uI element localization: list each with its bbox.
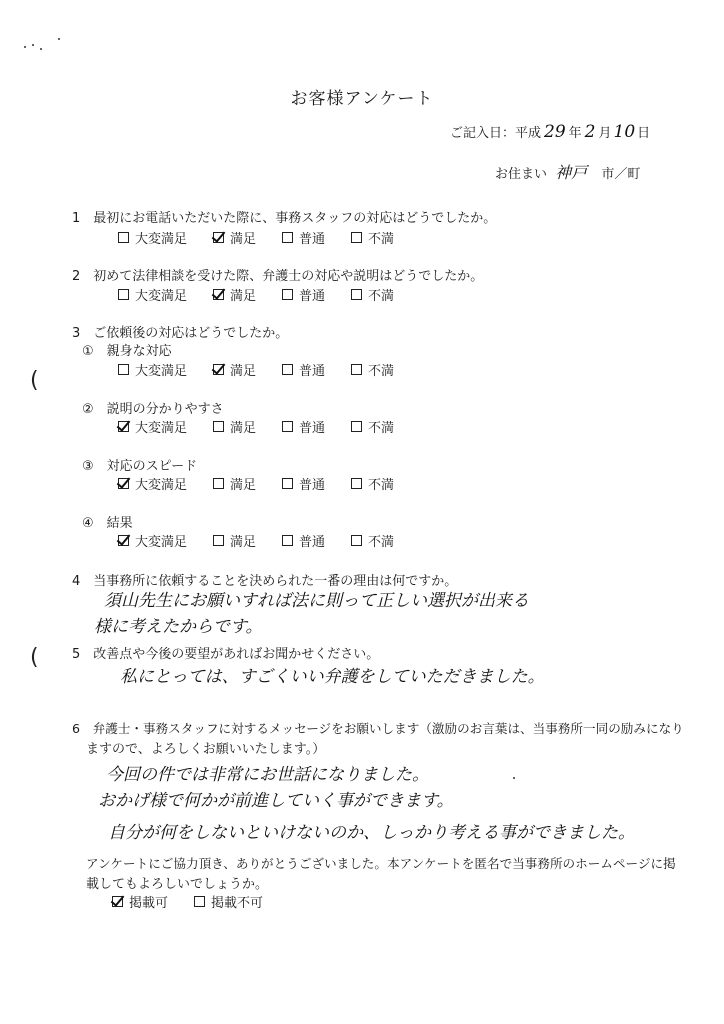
consent-options <box>112 892 289 911</box>
rating-option[interactable] <box>213 417 256 436</box>
rating-option-label: 普通 <box>299 364 326 379</box>
q3-sub-1-options <box>118 360 420 379</box>
checkbox-icon[interactable] <box>213 289 224 300</box>
address-label: お住まい <box>495 167 548 182</box>
rating-option[interactable] <box>118 531 187 550</box>
question-3: 3 ご依頼後の対応はどうでしたか。 <box>72 326 289 341</box>
checkbox-icon[interactable] <box>213 364 224 375</box>
checkbox-icon[interactable] <box>351 421 362 432</box>
checkbox-icon[interactable] <box>112 896 123 907</box>
q2-options <box>118 285 420 304</box>
address-suffix: 市／町 <box>601 167 641 182</box>
scan-speck <box>58 38 60 40</box>
rating-option[interactable] <box>118 360 187 379</box>
scan-speck <box>40 48 42 50</box>
rating-option[interactable] <box>213 474 256 493</box>
q3-sub-4-label: ④ 結果 <box>82 516 133 531</box>
checkbox-icon[interactable] <box>194 896 205 907</box>
question-2: 2 初めて法律相談を受けた際、弁護士の対応や説明はどうでしたか。 <box>72 269 484 284</box>
q3-sub-2-label: ② 説明の分かりやすさ <box>82 402 224 417</box>
question-4: 4 当事務所に依頼することを決められた一番の理由は何ですか。 <box>72 574 458 589</box>
consent-text-line-1: アンケートにご協力頂き、ありがとうございました。本アンケートを匿名で当事務所のホームページに掲 <box>86 856 676 871</box>
q5-answer: 私にとっては、すごくいい弁護をしていただきました。 <box>120 667 545 687</box>
q4-answer-line-2: 様に考えたからです。 <box>94 617 263 637</box>
checkbox-icon[interactable] <box>351 232 362 243</box>
checkbox-icon[interactable] <box>118 535 129 546</box>
rating-option-label: 満足 <box>230 364 257 379</box>
consent-option-label: 掲載可 <box>129 896 169 911</box>
rating-option-label: 不満 <box>368 289 395 304</box>
rating-option[interactable] <box>118 474 187 493</box>
rating-option[interactable] <box>213 228 256 247</box>
date-year: 29 <box>544 122 566 142</box>
rating-option-label: 不満 <box>368 364 395 379</box>
q3-sub-3-label: ③ 対応のスピード <box>82 459 198 474</box>
checkbox-icon[interactable] <box>118 232 129 243</box>
checkbox-icon[interactable] <box>282 535 293 546</box>
date-month-unit: 月 <box>598 126 612 141</box>
rating-option[interactable] <box>282 285 325 304</box>
rating-option[interactable] <box>118 285 187 304</box>
rating-option[interactable] <box>282 228 325 247</box>
address-row <box>495 160 640 183</box>
rating-option-label: 満足 <box>230 421 257 436</box>
rating-option-label: 大変満足 <box>135 289 188 304</box>
checkbox-icon[interactable] <box>213 478 224 489</box>
rating-option-label: 不満 <box>368 421 395 436</box>
rating-option-label: 普通 <box>299 232 326 247</box>
rating-option[interactable] <box>282 360 325 379</box>
checkbox-icon[interactable] <box>282 289 293 300</box>
scan-speck <box>24 46 26 48</box>
checkbox-icon[interactable] <box>118 364 129 375</box>
checkbox-icon[interactable] <box>351 535 362 546</box>
q6-answer-line-1: 今回の件では非常にお世話になりました。 <box>106 765 429 785</box>
checkbox-icon[interactable] <box>213 421 224 432</box>
rating-option-label: 大変満足 <box>135 535 188 550</box>
rating-option[interactable] <box>351 417 394 436</box>
rating-option-label: 大変満足 <box>135 364 188 379</box>
question-6-line-1: 6 弁護士・事務スタッフに対するメッセージをお願いします（激励のお言葉は、当事務所一同の励みになり <box>72 721 684 736</box>
checkbox-icon[interactable] <box>351 478 362 489</box>
q1-options <box>118 228 420 247</box>
rating-option[interactable] <box>351 474 394 493</box>
question-1: 1 最初にお電話いただいた際に、事務スタッフの対応はどうでしたか。 <box>72 211 497 226</box>
date-month: 2 <box>584 122 596 142</box>
rating-option[interactable] <box>118 417 187 436</box>
rating-option[interactable] <box>351 228 394 247</box>
rating-option-label: 不満 <box>368 535 395 550</box>
checkbox-icon[interactable] <box>282 364 293 375</box>
consent-text-line-2: 載してもよろしいでしょうか。 <box>86 877 269 892</box>
rating-option[interactable] <box>213 285 256 304</box>
rating-option-label: 不満 <box>368 232 395 247</box>
checkbox-icon[interactable] <box>282 232 293 243</box>
rating-option-label: 大変満足 <box>135 421 188 436</box>
checkbox-icon[interactable] <box>351 289 362 300</box>
q4-answer-line-1: 須山先生にお願いすれば法に則って正しい選択が出来る <box>104 591 529 611</box>
q3-sub-4-options <box>118 531 420 550</box>
date-day: 10 <box>613 122 636 142</box>
q3-sub-2-options <box>118 417 420 436</box>
consent-option-label: 掲載不可 <box>211 896 264 911</box>
checkbox-icon[interactable] <box>282 478 293 489</box>
rating-option-label: 満足 <box>230 478 257 493</box>
rating-option[interactable] <box>118 228 187 247</box>
rating-option-label: 普通 <box>299 535 326 550</box>
rating-option[interactable] <box>351 531 394 550</box>
rating-option[interactable] <box>282 417 325 436</box>
rating-option[interactable] <box>282 474 325 493</box>
question-6-line-2: ますので、よろしくお願いいたします。） <box>86 742 326 757</box>
date-label: ご記入日：平成 <box>450 126 542 141</box>
date-day-unit: 日 <box>637 126 651 141</box>
checkbox-icon[interactable] <box>118 478 129 489</box>
checkbox-icon[interactable] <box>351 364 362 375</box>
q3-sub-3-options <box>118 474 420 493</box>
question-5: 5 改善点や今後の要望があればお聞かせください。 <box>72 647 380 662</box>
rating-option-label: 満足 <box>230 535 257 550</box>
checkbox-icon[interactable] <box>213 232 224 243</box>
rating-option[interactable] <box>213 531 256 550</box>
checkbox-icon[interactable] <box>213 535 224 546</box>
punch-hole-mark: ( <box>30 368 39 393</box>
consent-option-allow[interactable] <box>112 892 168 911</box>
rating-option[interactable] <box>351 285 394 304</box>
date-year-unit: 年 <box>568 126 582 141</box>
checkbox-icon[interactable] <box>118 421 129 432</box>
rating-option-label: 満足 <box>230 289 257 304</box>
rating-option-label: 普通 <box>299 478 326 493</box>
q6-answer-line-3: 自分が何をしないといけないのか、しっかり考える事ができました。 <box>108 823 635 843</box>
consent-option-deny[interactable] <box>194 892 263 911</box>
q6-answer-line-2: おかげ様で何かが前進していく事ができます。 <box>98 791 454 811</box>
rating-option-label: 大変満足 <box>135 478 188 493</box>
date-row <box>450 122 650 142</box>
q3-sub-1-label: ① 親身な対応 <box>82 344 172 359</box>
punch-hole-mark: ( <box>30 645 39 670</box>
rating-option-label: 普通 <box>299 289 326 304</box>
rating-option[interactable] <box>351 360 394 379</box>
rating-option[interactable] <box>213 360 256 379</box>
checkbox-icon[interactable] <box>282 421 293 432</box>
checkbox-icon[interactable] <box>118 289 129 300</box>
address-city: 神戸 <box>555 163 588 182</box>
rating-option-label: 不満 <box>368 478 395 493</box>
rating-option-label: 普通 <box>299 421 326 436</box>
scan-speck <box>32 44 34 46</box>
rating-option-label: 満足 <box>230 232 257 247</box>
rating-option-label: 大変満足 <box>135 232 188 247</box>
rating-option[interactable] <box>282 531 325 550</box>
page-title: お客様アンケート <box>290 89 434 109</box>
scan-speck <box>513 777 515 779</box>
